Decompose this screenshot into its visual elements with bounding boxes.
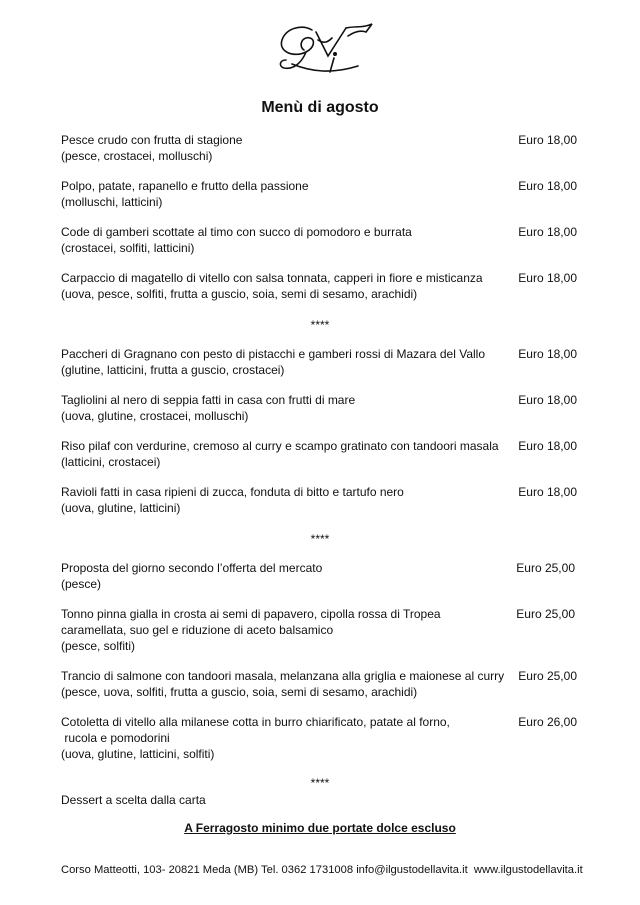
menu-item-allergens: (pesce, solfiti) (61, 639, 136, 653)
menu-item-description (61, 224, 511, 256)
menu-item-description (61, 560, 511, 592)
menu-item-description (61, 484, 511, 516)
menu-item-line: Proposta del giorno secondo l’offerta del mercato (61, 561, 323, 575)
menu-item-price: Euro 25,00 (516, 561, 575, 575)
menu-item-line: rucola e pomodorini (61, 731, 170, 745)
menu-item-line: Tonno pinna gialla in crosta ai semi di papavero, cipolla rossa di Tropea (61, 607, 441, 621)
menu-item-description (61, 346, 511, 378)
menu-item-description (61, 392, 511, 424)
menu-item-allergens: (uova, pesce, solfiti, frutta a guscio, soia, semi di sesamo, arachidi) (61, 287, 418, 301)
menu-item (61, 224, 581, 256)
section-separator: **** (310, 532, 330, 546)
menu-item-line: Riso pilaf con verdurine, cremoso al curry e scampo gratinato con tandoori masala (61, 439, 499, 453)
menu-item (61, 392, 581, 424)
menu-item-price: Euro 18,00 (518, 393, 577, 407)
menu-item-price: Euro 26,00 (518, 715, 577, 729)
menu-item-price: Euro 18,00 (518, 485, 577, 499)
menu-item-description (61, 132, 511, 164)
menu-item-allergens: (latticini, crostacei) (61, 455, 161, 469)
menu-item-description (61, 270, 511, 302)
menu-item-allergens: (pesce, crostacei, molluschi) (61, 149, 213, 163)
menu-item-line: Ravioli fatti in casa ripieni di zucca, fonduta di bitto e tartufo nero (61, 485, 404, 499)
menu-item-price: Euro 18,00 (518, 439, 577, 453)
menu-item-line: Cotoletta di vitello alla milanese cotta in burro chiarificato, patate al forno, (61, 715, 450, 729)
menu-item-allergens: (uova, glutine, crostacei, molluschi) (61, 409, 249, 423)
menu-item-price: Euro 18,00 (518, 347, 577, 361)
menu-item-price: Euro 25,00 (516, 607, 575, 621)
menu-item-description (61, 668, 511, 700)
footer-contact: Corso Matteotti, 103- 20821 Meda (MB) Tel. 0362 1731008 info@ilgustodellavita.it www.ilgustodellavita.it (61, 864, 583, 876)
menu-item-allergens: (crostacei, solfiti, latticini) (61, 241, 195, 255)
menu-item (61, 346, 581, 378)
menu-item-line: caramellata, suo gel e riduzione di aceto balsamico (61, 623, 334, 637)
menu-item (61, 132, 581, 164)
menu-item-description (61, 438, 511, 470)
menu-item-line: Polpo, patate, rapanello e frutto della passione (61, 179, 309, 193)
section-separator: **** (310, 776, 330, 790)
gv-monogram-logo-icon (272, 18, 380, 78)
menu-item-line: Pesce crudo con frutta di stagione (61, 133, 243, 147)
menu-item-allergens: (uova, glutine, latticini, solfiti) (61, 747, 215, 761)
menu-item-line: Code di gamberi scottate al timo con succo di pomodoro e burrata (61, 225, 412, 239)
menu-item (61, 668, 581, 700)
menu-item-description (61, 714, 511, 762)
menu-item-allergens: (uova, glutine, latticini) (61, 501, 181, 515)
menu-item (61, 606, 581, 654)
menu-item-description (61, 178, 511, 210)
menu-item-description (61, 606, 511, 654)
menu-item-allergens: (glutine, latticini, frutta a guscio, crostacei) (61, 363, 285, 377)
menu-item-allergens: (molluschi, latticini) (61, 195, 163, 209)
ferragosto-notice: A Ferragosto minimo due portate dolce escluso (184, 821, 456, 835)
section-separator: **** (310, 318, 330, 332)
menu-item (61, 484, 581, 516)
menu-item-line: Trancio di salmone con tandoori masala, melanzana alla griglia e maionese al curry (61, 669, 505, 683)
menu-item-line: Paccheri di Gragnano con pesto di pistacchi e gamberi rossi di Mazara del Vallo (61, 347, 485, 361)
gv-monogram-logo (272, 18, 380, 78)
menu-item-allergens: (pesce) (61, 577, 102, 591)
menu-item (61, 178, 581, 210)
menu-item-price: Euro 18,00 (518, 179, 577, 193)
menu-item (61, 560, 581, 592)
page-title: Menù di agosto (261, 99, 379, 116)
menu-item-price: Euro 18,00 (518, 133, 577, 147)
menu-item-price: Euro 25,00 (518, 669, 577, 683)
menu-item (61, 270, 581, 302)
menu-item (61, 438, 581, 470)
dessert-note: Dessert a scelta dalla carta (61, 793, 206, 807)
menu-item-price: Euro 18,00 (518, 225, 577, 239)
menu-item (61, 714, 581, 762)
menu-item-price: Euro 18,00 (518, 271, 577, 285)
menu-item-allergens: (pesce, uova, solfiti, frutta a guscio, soia, semi di sesamo, arachidi) (61, 685, 418, 699)
menu-item-line: Tagliolini al nero di seppia fatti in casa con frutti di mare (61, 393, 356, 407)
menu-item-line: Carpaccio di magatello di vitello con salsa tonnata, capperi in fiore e misticanza (61, 271, 483, 285)
